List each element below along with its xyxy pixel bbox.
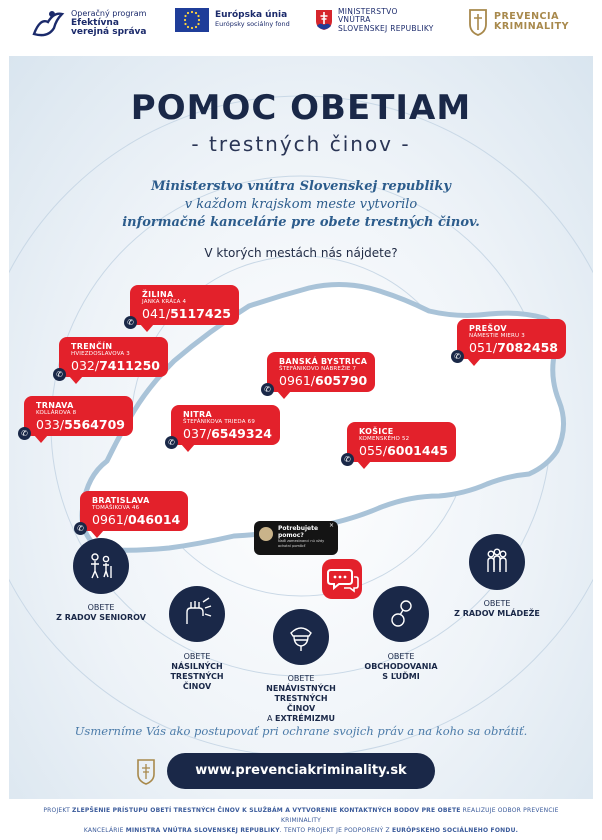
city-name: PREŠOV xyxy=(469,324,507,333)
op-line2: Efektívna xyxy=(71,17,119,28)
prevencia-line1: PREVENCIA xyxy=(494,10,559,22)
trafficking-circle xyxy=(373,586,429,642)
op-figure-icon xyxy=(30,8,66,40)
city-address: TOMÁŠIKOVA 46 xyxy=(92,505,140,511)
seniors-icon xyxy=(73,538,129,594)
youth-icon xyxy=(469,534,525,590)
city-name: TRENČÍN xyxy=(71,342,113,351)
city-name: BRATISLAVA xyxy=(92,496,150,505)
phone-icon: ✆ xyxy=(165,436,178,449)
city-phone xyxy=(71,358,160,373)
phone-prefix: 055/ xyxy=(359,443,388,458)
footer-ministry: MINISTRA VNÚTRA SLOVENSKEJ REPUBLIKY xyxy=(125,827,280,834)
project-footer xyxy=(30,806,572,836)
city-name: ŽILINA xyxy=(142,290,174,299)
phone-number: 7082458 xyxy=(497,340,558,355)
city-trnava xyxy=(21,396,133,438)
prevencia-line2: KRIMINALITY xyxy=(494,21,569,32)
website-link[interactable]: www.prevenciakriminality.sk xyxy=(167,753,435,789)
violent-label xyxy=(137,652,257,692)
city-phone xyxy=(183,426,272,441)
chat-body: Nađi zamestnanci nú vždy ochotní pomôcť xyxy=(278,539,325,548)
ministry-line1: MINISTERSTVO xyxy=(338,7,398,16)
category-title: Z RADOV SENIOROV xyxy=(56,613,146,622)
ministry-line3: SLOVENSKEJ REPUBLIKY xyxy=(338,23,434,33)
intro-line2: v každom krajskom meste vytvorilo xyxy=(184,197,418,212)
location-question: V ktorých mestách nás nájdete? xyxy=(204,246,398,260)
category-prefix: OBETE xyxy=(483,599,511,608)
phone-number: 5117425 xyxy=(170,306,231,321)
intro-line3: informačné kancelárie pre obete trestných činov. xyxy=(122,215,480,230)
city-trencin xyxy=(56,337,168,379)
city-name: BANSKÁ BYSTRICA xyxy=(279,357,368,366)
youth-label xyxy=(437,599,557,619)
phone-prefix: 041/ xyxy=(142,306,171,321)
eu-line2: Európsky sociálny fond xyxy=(215,20,290,29)
chat-avatar xyxy=(259,527,273,541)
chat-bubble-icon xyxy=(322,559,362,599)
footer-text: KANCELÁRIE xyxy=(83,827,126,834)
hate-circle xyxy=(273,609,329,665)
youth-circle xyxy=(469,534,525,590)
phone-icon: ✆ xyxy=(74,522,87,535)
category-extra-prefix: A xyxy=(267,714,276,723)
city-address: ŠTEFÁNIKOVO NÁBREŽIE 7 xyxy=(279,366,357,372)
city-address: KOMENSKÉHO 52 xyxy=(359,436,410,442)
eu-flag-icon xyxy=(175,8,209,32)
op-line1: Operačný program xyxy=(71,8,147,18)
phone-number: 6001445 xyxy=(387,443,448,458)
phone-icon: ✆ xyxy=(53,368,66,381)
city-name: TRNAVA xyxy=(36,401,74,410)
ministry-line2: VNÚTRA xyxy=(338,15,371,25)
category-title: OBCHODOVANIA S ĽUĎMI xyxy=(364,662,438,681)
city-phone xyxy=(142,306,231,321)
city-address: JANKA KRÁĽA 4 xyxy=(142,299,187,305)
category-title: Z RADOV MLÁDEŽE xyxy=(454,609,540,618)
trafficking-label xyxy=(341,652,461,682)
prevencia-small-shield-icon xyxy=(137,759,155,785)
phone-prefix: 0961/ xyxy=(92,512,129,527)
footer-project-name: ZLEPŠENIE PRÍSTUPU OBETÍ TRESTNÝCH ČINOV K SLUŽBÁM A VYTVORENIE KONTAKTNÝCH BODOV PRE OBETE xyxy=(72,807,461,814)
eu-logo xyxy=(175,8,290,32)
category-title: NENÁVISTNÝCH TRESTNÝCH ČINOV xyxy=(266,684,336,713)
seniors-circle xyxy=(73,538,129,594)
phone-icon: ✆ xyxy=(18,427,31,440)
phone-number: 6549324 xyxy=(211,426,272,441)
logo-strip xyxy=(0,0,602,52)
phone-number: 7411250 xyxy=(99,358,160,373)
op-logo xyxy=(30,8,146,40)
ministry-logo xyxy=(315,8,434,33)
prevencia-shield-icon xyxy=(468,8,488,36)
poster xyxy=(9,56,593,799)
phone-icon: ✆ xyxy=(124,316,137,329)
phone-number: 5564709 xyxy=(64,417,125,432)
chat-button[interactable] xyxy=(322,559,362,599)
city-name: NITRA xyxy=(183,410,212,419)
chat-close-icon[interactable]: × xyxy=(328,522,334,529)
trafficking-icon xyxy=(373,586,429,642)
city-phone xyxy=(359,443,448,458)
category-prefix: OBETE xyxy=(87,603,115,612)
category-extra: EXTRÉMIZMU xyxy=(275,714,335,723)
seniors-label xyxy=(41,603,161,623)
poster-subtitle: - trestných činov - xyxy=(191,132,411,156)
phone-number: 046014 xyxy=(128,512,181,527)
intro-line1: Ministerstvo vnútra Slovenskej republiky xyxy=(151,179,451,194)
chat-title-line2: pomoc? xyxy=(278,532,304,539)
footer-text: . TENTO PROJEKT JE PODPORENÝ Z xyxy=(279,827,392,834)
phone-prefix: 051/ xyxy=(469,340,498,355)
phone-icon: ✆ xyxy=(261,383,274,396)
city-zilina xyxy=(127,285,239,327)
city-phone xyxy=(469,340,558,355)
city-address: NÁMESTIE MIERU 3 xyxy=(469,333,525,339)
category-title: NÁSILNÝCH TRESTNÝCH ČINOV xyxy=(170,662,224,691)
footer-fund: EURÓPSKEHO SOCIÁLNEHO FONDU. xyxy=(391,827,519,834)
phone-icon: ✆ xyxy=(451,350,464,363)
phone-prefix: 033/ xyxy=(36,417,65,432)
chat-popup[interactable] xyxy=(254,521,338,555)
bottom-note: Usmerníme Vás ako postupovať pri ochrane svojich práv a na koho sa obrátiť. xyxy=(74,724,528,738)
city-address: KOLLÁROVA 8 xyxy=(36,410,77,416)
phone-number: 605790 xyxy=(315,373,368,388)
category-prefix: OBETE xyxy=(287,674,315,683)
intro-text xyxy=(49,178,553,232)
city-phone xyxy=(279,373,367,388)
footer-text: REALIZUJE ODBOR PREVENCIE KRIMINALITY xyxy=(280,807,559,824)
eu-line1: Európska únia xyxy=(215,10,288,21)
city-address: HVIEZDOSLAVOVA 3 xyxy=(71,351,130,357)
city-address: ŠTEFÁNIKOVA TRIEDA 69 xyxy=(183,419,256,425)
phone-icon: ✆ xyxy=(341,453,354,466)
violent-circle xyxy=(169,586,225,642)
op-line3: verejná správa xyxy=(71,27,147,38)
phone-prefix: 0961/ xyxy=(279,373,316,388)
phone-prefix: 032/ xyxy=(71,358,100,373)
footer-text: PROJEKT xyxy=(43,807,73,814)
chat-title-line1: Potrebujete xyxy=(278,525,319,532)
prevencia-logo xyxy=(468,8,569,36)
coat-of-arms-icon xyxy=(315,9,333,31)
city-bratislava xyxy=(77,491,188,533)
category-prefix: OBETE xyxy=(387,652,415,661)
city-phone xyxy=(92,512,180,527)
city-kosice xyxy=(344,422,456,464)
phone-prefix: 037/ xyxy=(183,426,212,441)
city-phone xyxy=(36,417,125,432)
city-presov xyxy=(454,319,566,361)
hate-crime-icon xyxy=(273,609,329,665)
category-prefix: OBETE xyxy=(183,652,211,661)
city-nitra xyxy=(168,405,280,447)
city-name: KOŠICE xyxy=(359,427,394,436)
violence-icon xyxy=(169,586,225,642)
poster-title: POMOC OBETIAM xyxy=(130,88,472,128)
city-banska-bystrica xyxy=(264,352,375,394)
